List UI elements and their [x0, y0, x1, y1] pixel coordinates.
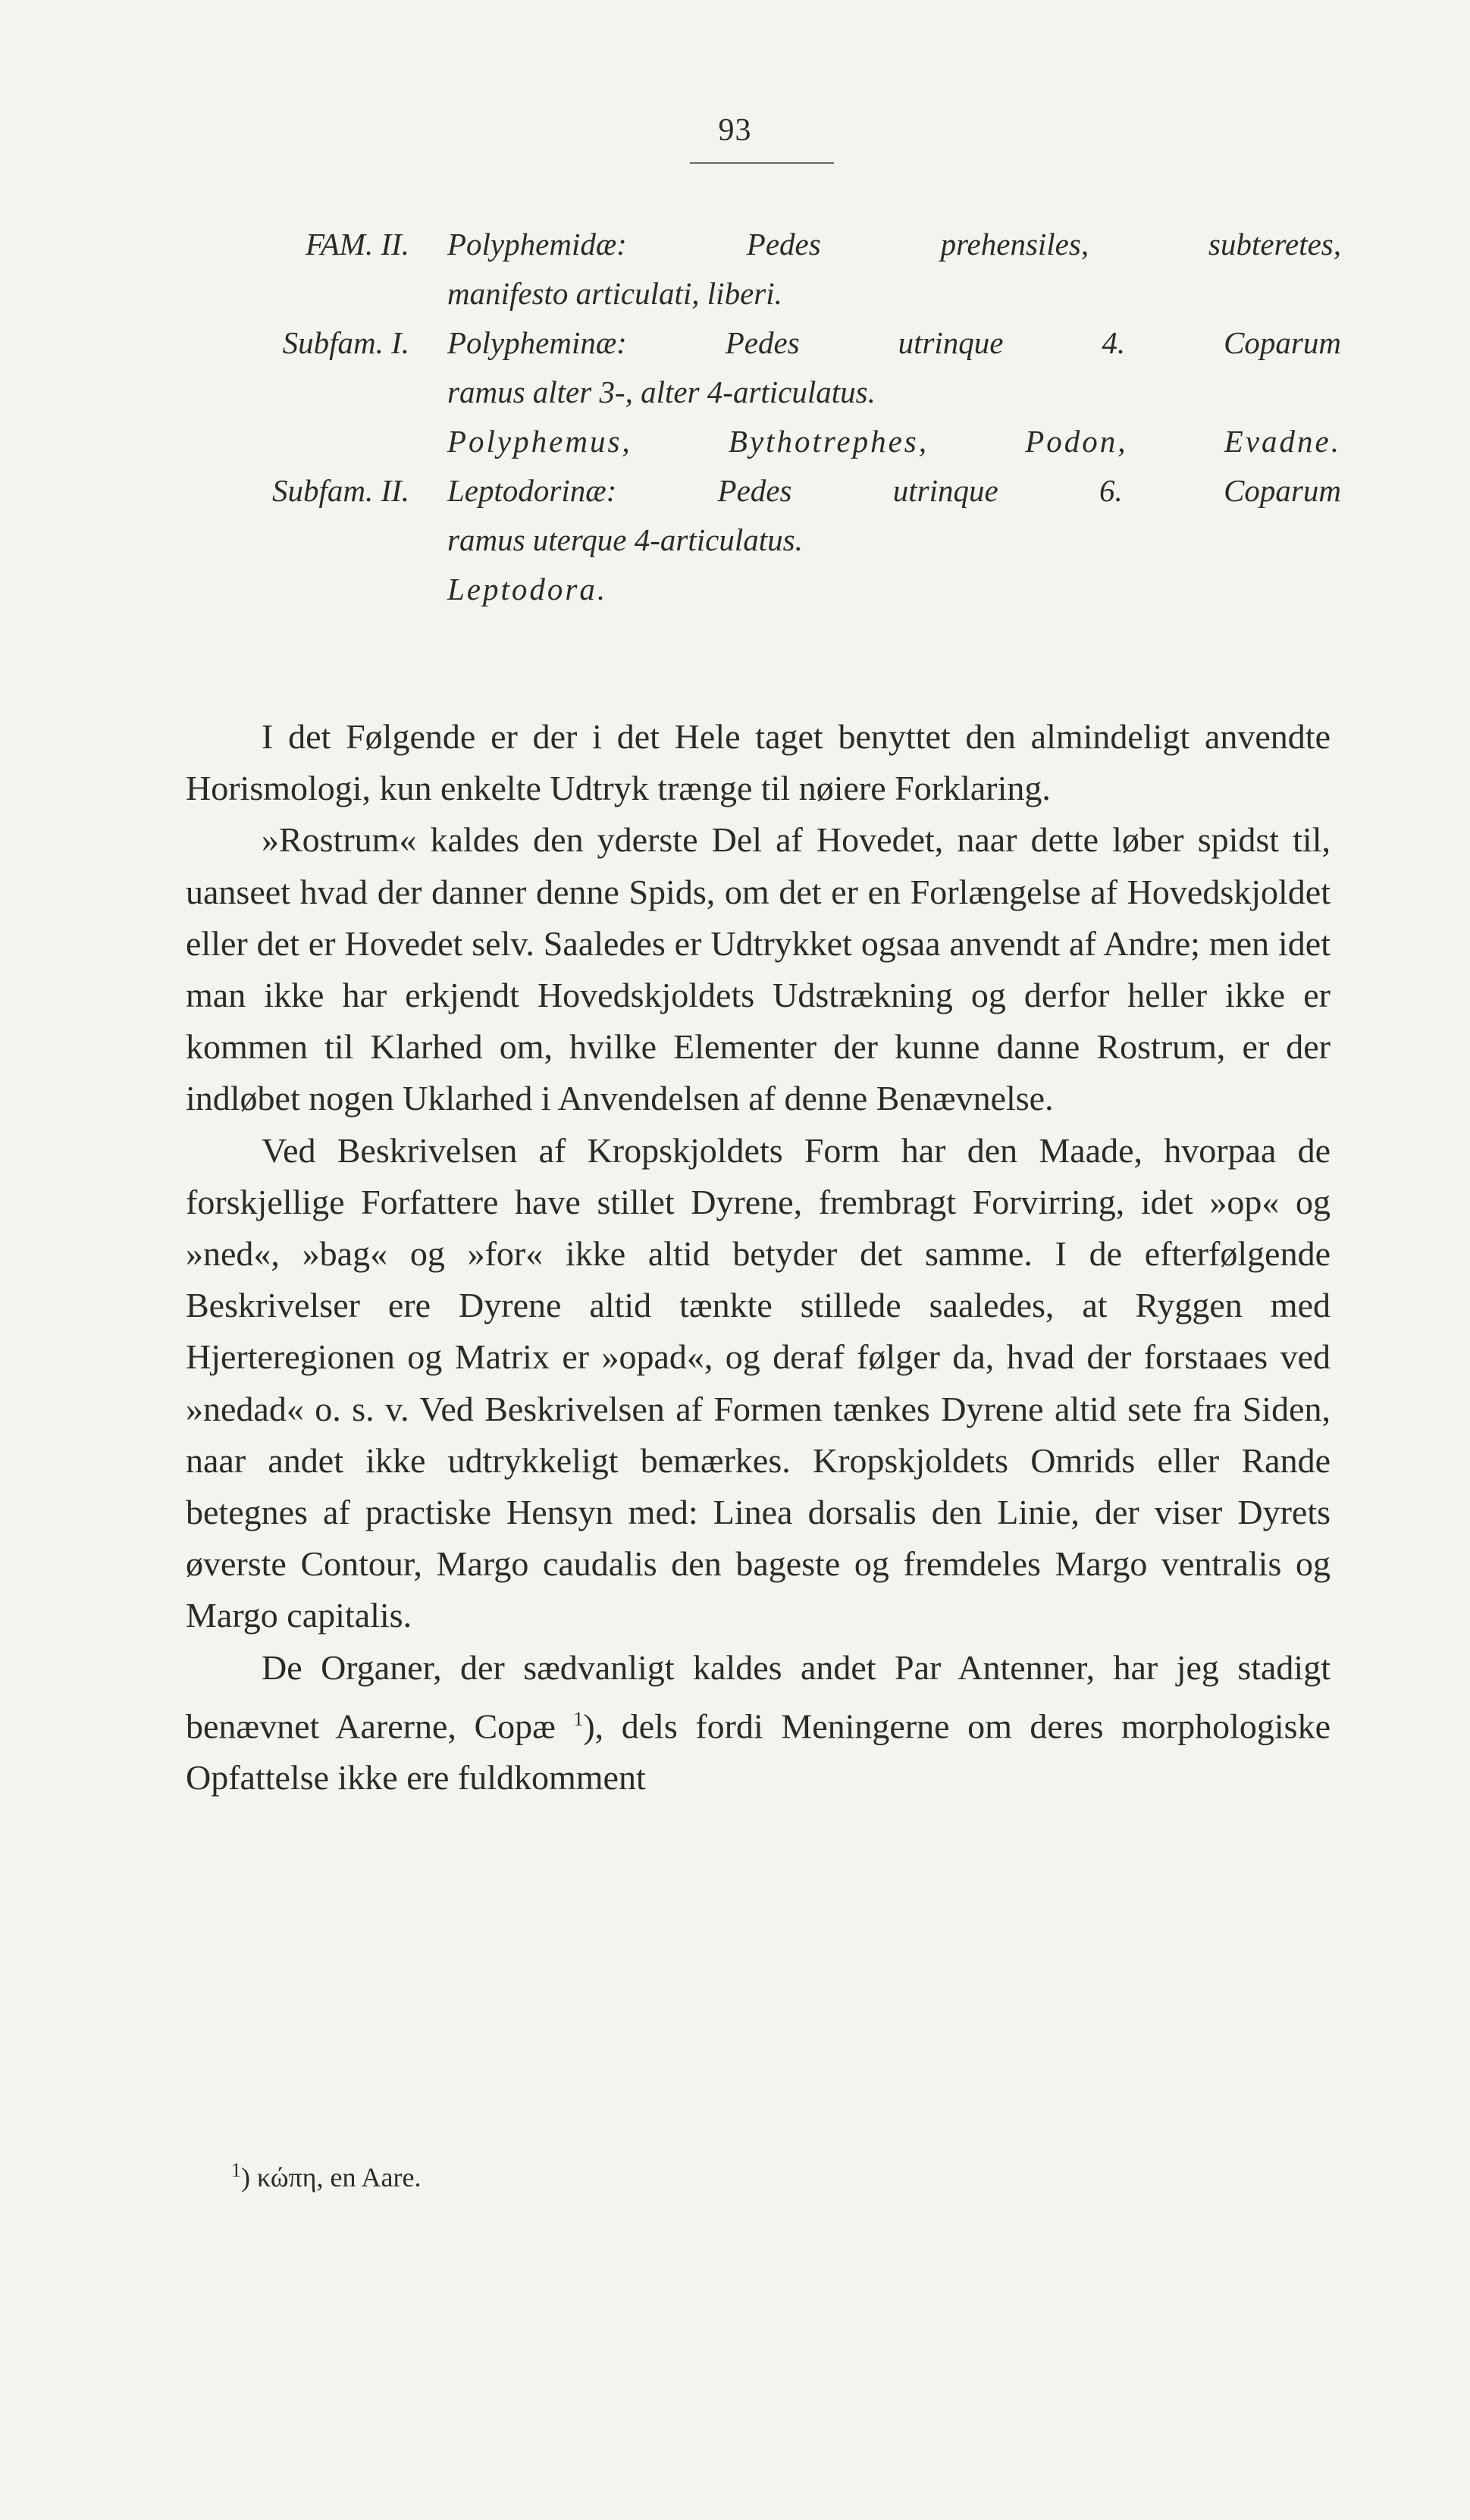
taxon-diagnosis: Leptodorinæ: Pedes utrinque 6. Coparum [447, 473, 1341, 508]
taxon-rank-label: FAM. II. [305, 227, 409, 262]
paragraph: Ved Beskrivelsen af Kropskjoldets Form har den Maade, hvorpaa de forskjellige Forfattere have stillet Dyrene, frembragt Forvirring, idet »op« og »ned«, »bag« og »for« ikke altid betyder det samme. I de efterfølgende Beskrivelser ere Dyrene altid tænkte stillede saaledes, at Ryggen med Hjerteregionen og Matrix er »opad«, og deraf følger da, hvad der forstaaes ved »nedad« o. s. v. Ved Beskrivelsen af Formen tænkes Dyrene altid sete fra Siden, naar andet ikke udtrykkeligt bemærkes. Kropskjoldets Omrids eller Rande betegnes af practiske Hensyn med: Linea dorsalis den Linie, der viser Dyrets øverste Contour, Margo caudalis den bageste og fremdeles Margo ventralis og Margo capitalis. [186, 1130, 1331, 1635]
footnote [231, 2159, 421, 2193]
paragraph [186, 1642, 1331, 1804]
paragraph-text: ), dels fordi Meningerne om deres morphologiske Opfattelse ikke ere fuldkomment [186, 1707, 1331, 1798]
page-number: 93 [718, 113, 752, 148]
genera-list: Polyphemus, Bythotrephes, Podon, Evadne. [447, 424, 1341, 459]
taxon-diagnosis-cont: manifesto articulati, liberi. [447, 276, 782, 311]
body-text [186, 711, 1331, 1804]
taxon-rank-label: Subfam. I. [282, 325, 409, 360]
footnote-mark: 1 [231, 2159, 241, 2181]
paragraph: I det Følgende er der i det Hele taget benyttet den almindeligt anvendte Horismologi, kun enkelte Udtryk trænge til nøiere Forklaring. [186, 717, 1331, 808]
taxon-diagnosis: Polyphemidæ: Pedes prehensiles, subteretes, [447, 227, 1341, 262]
taxon-rank-label: Subfam. II. [271, 473, 409, 508]
paragraph-text: De Organer, der sædvanligt kaldes andet Par Antenner, har jeg stadigt benævnet Aarerne, Copæ [186, 1647, 1331, 1746]
taxon-diagnosis-cont: ramus uterque 4-articulatus. [447, 522, 803, 557]
genera-list: Leptodora. [447, 572, 608, 606]
page-number-rule [690, 162, 834, 164]
footnote-text: ) κώπη, en Aare. [241, 2162, 422, 2192]
paragraph: »Rostrum« kaldes den yderste Del af Hovedet, naar dette løber spidst til, uanseet hvad der danner denne Spids, om det er en Forlængelse af Hovedskjoldet eller det er Hovedet selv. Saaledes er Udtrykket ogsaa anvendt af Andre; men idet man ikke har erkjendt Hovedskjoldets Udstrækning og derfor heller ikke er kommen til Klarhed om, hvilke Elementer der kunne danne Rostrum, er der indløbet nogen Uklarhed i Anvendelsen af denne Benævnelse. [186, 820, 1331, 1118]
taxon-diagnosis-cont: ramus alter 3-, alter 4-articulatus. [447, 375, 876, 409]
taxon-diagnosis: Polypheminæ: Pedes utrinque 4. Coparum [447, 325, 1341, 360]
footnote-reference: 1 [573, 1707, 584, 1730]
